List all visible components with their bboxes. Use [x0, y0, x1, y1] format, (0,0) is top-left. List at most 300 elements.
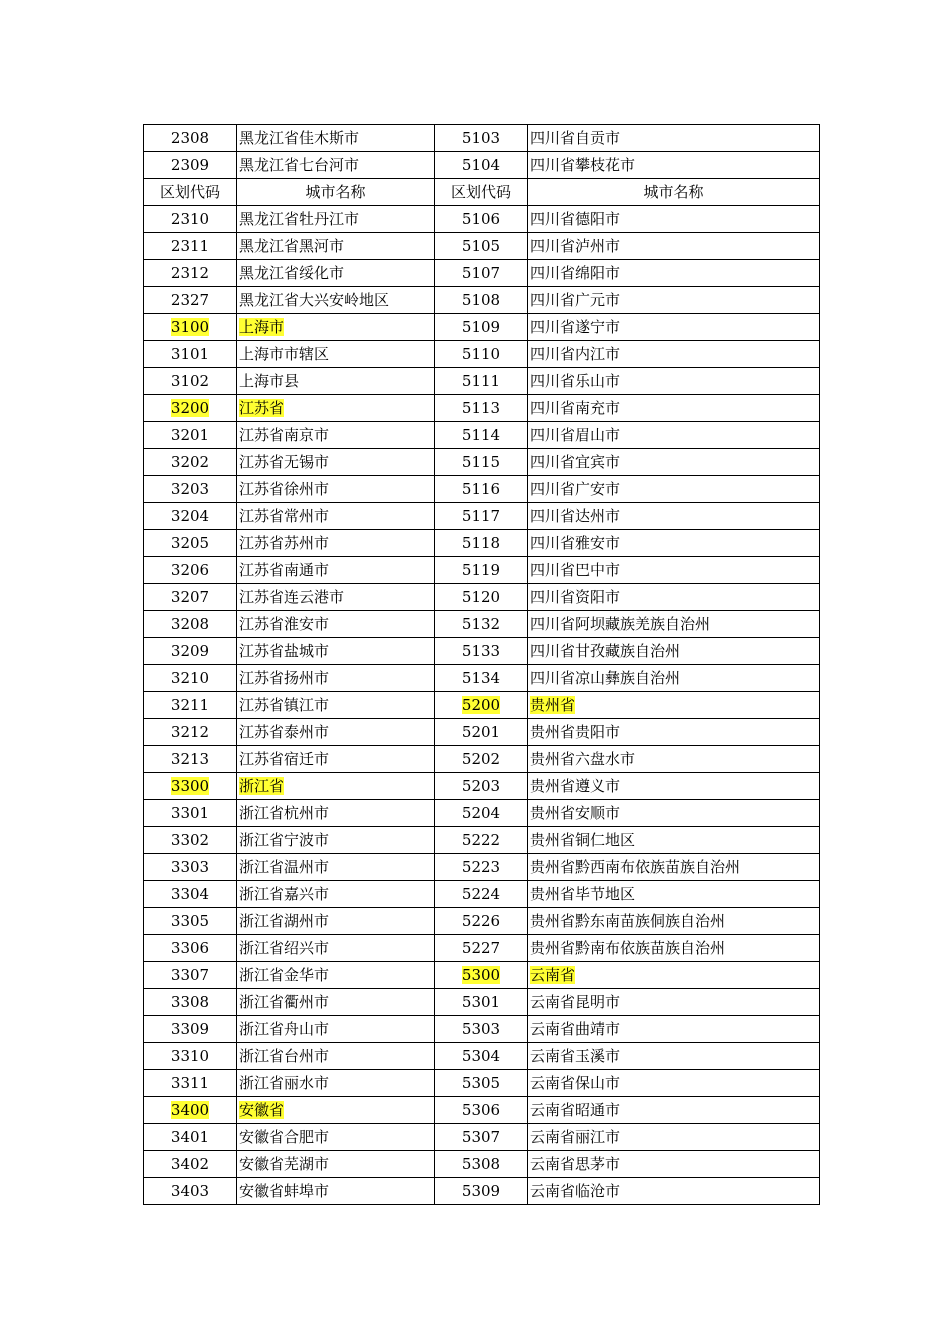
column-header: 区划代码 — [144, 179, 237, 206]
city-name: 贵州省六盘水市 — [530, 750, 636, 768]
region-code: 5110 — [461, 345, 501, 363]
region-code: 5105 — [461, 237, 501, 255]
right-code-cell — [435, 260, 528, 287]
right-name-cell — [528, 1178, 820, 1205]
city-name: 四川省眉山市 — [530, 426, 621, 444]
table-row — [144, 665, 820, 692]
region-code: 3200 — [170, 399, 210, 417]
table-row — [144, 827, 820, 854]
region-code: 5227 — [461, 939, 501, 957]
city-name: 黑龙江省黑河市 — [239, 237, 345, 255]
left-code-cell — [144, 395, 237, 422]
left-code-cell — [144, 368, 237, 395]
left-name-cell — [237, 719, 435, 746]
region-code: 5109 — [461, 318, 501, 336]
table-row — [144, 1016, 820, 1043]
region-code: 2327 — [170, 291, 210, 309]
city-name: 浙江省台州市 — [239, 1047, 330, 1065]
city-name: 安徽省芜湖市 — [239, 1155, 330, 1173]
region-code: 3211 — [170, 696, 210, 714]
region-code: 2309 — [170, 156, 210, 174]
region-code: 5201 — [461, 723, 501, 741]
right-code-cell — [435, 1097, 528, 1124]
left-code-cell — [144, 260, 237, 287]
city-name: 四川省广安市 — [530, 480, 621, 498]
right-code-cell — [435, 1178, 528, 1205]
left-code-cell — [144, 422, 237, 449]
left-code-cell — [144, 233, 237, 260]
city-name: 云南省临沧市 — [530, 1182, 621, 1200]
region-code: 3303 — [170, 858, 210, 876]
left-code-cell — [144, 719, 237, 746]
right-name-cell — [528, 422, 820, 449]
region-code: 5104 — [461, 156, 501, 174]
right-name-cell — [528, 881, 820, 908]
region-code: 3201 — [170, 426, 210, 444]
city-name: 四川省广元市 — [530, 291, 621, 309]
table-row — [144, 314, 820, 341]
left-name-cell — [237, 233, 435, 260]
right-code-cell — [435, 611, 528, 638]
region-code: 5120 — [461, 588, 501, 606]
region-code: 5309 — [461, 1182, 501, 1200]
city-name: 浙江省嘉兴市 — [239, 885, 330, 903]
city-name: 四川省内江市 — [530, 345, 621, 363]
city-name: 浙江省宁波市 — [239, 831, 330, 849]
left-code-cell — [144, 989, 237, 1016]
region-code: 5113 — [461, 399, 501, 417]
city-name: 贵州省黔南布依族苗族自治州 — [530, 939, 726, 957]
left-code-cell — [144, 827, 237, 854]
city-name: 江苏省泰州市 — [239, 723, 330, 741]
right-name-cell — [528, 908, 820, 935]
region-code: 3306 — [170, 939, 210, 957]
right-code-cell — [435, 125, 528, 152]
city-name: 贵州省黔西南布依族苗族自治州 — [530, 858, 741, 876]
table-row — [144, 395, 820, 422]
right-code-cell — [435, 395, 528, 422]
right-code-cell — [435, 773, 528, 800]
right-name-cell — [528, 395, 820, 422]
region-code: 3205 — [170, 534, 210, 552]
region-code: 3101 — [170, 345, 210, 363]
city-name: 四川省南充市 — [530, 399, 621, 417]
right-name-cell — [528, 125, 820, 152]
city-name: 贵州省 — [530, 696, 576, 714]
left-name-cell — [237, 962, 435, 989]
right-name-cell — [528, 800, 820, 827]
region-code: 5107 — [461, 264, 501, 282]
right-code-cell — [435, 854, 528, 881]
right-code-cell — [435, 152, 528, 179]
city-name: 贵州省铜仁地区 — [530, 831, 636, 849]
left-name-cell — [237, 341, 435, 368]
region-code: 3202 — [170, 453, 210, 471]
region-code: 5108 — [461, 291, 501, 309]
city-name: 浙江省衢州市 — [239, 993, 330, 1011]
right-name-cell — [528, 476, 820, 503]
city-name: 云南省思茅市 — [530, 1155, 621, 1173]
right-name-cell — [528, 1097, 820, 1124]
city-name: 贵州省贵阳市 — [530, 723, 621, 741]
city-name: 上海市 — [239, 318, 285, 336]
right-name-cell — [528, 1070, 820, 1097]
region-code: 2311 — [170, 237, 210, 255]
left-name-cell — [237, 1178, 435, 1205]
left-code-cell — [144, 908, 237, 935]
city-name: 四川省宜宾市 — [530, 453, 621, 471]
city-name: 江苏省南通市 — [239, 561, 330, 579]
table-row — [144, 611, 820, 638]
region-code: 5304 — [461, 1047, 501, 1065]
table-row — [144, 908, 820, 935]
right-name-cell — [528, 935, 820, 962]
right-code-cell — [435, 314, 528, 341]
right-code-cell — [435, 989, 528, 1016]
left-code-cell — [144, 1016, 237, 1043]
region-code: 5226 — [461, 912, 501, 930]
region-code: 3212 — [170, 723, 210, 741]
right-name-cell — [528, 962, 820, 989]
city-name: 云南省丽江市 — [530, 1128, 621, 1146]
left-code-cell — [144, 476, 237, 503]
left-name-cell — [237, 881, 435, 908]
right-code-cell — [435, 908, 528, 935]
city-name: 江苏省镇江市 — [239, 696, 330, 714]
region-code: 5134 — [461, 669, 501, 687]
region-code: 3208 — [170, 615, 210, 633]
left-code-cell — [144, 665, 237, 692]
right-code-cell — [435, 719, 528, 746]
left-name-cell — [237, 1097, 435, 1124]
left-code-cell — [144, 530, 237, 557]
region-code: 5114 — [461, 426, 501, 444]
region-code: 5133 — [461, 642, 501, 660]
region-code: 3307 — [170, 966, 210, 984]
region-code: 5204 — [461, 804, 501, 822]
region-code: 2310 — [170, 210, 210, 228]
right-name-cell — [528, 773, 820, 800]
right-code-cell — [435, 962, 528, 989]
right-code-cell — [435, 584, 528, 611]
city-name: 贵州省安顺市 — [530, 804, 621, 822]
city-name: 江苏省南京市 — [239, 426, 330, 444]
region-code: 5306 — [461, 1101, 501, 1119]
city-name: 云南省保山市 — [530, 1074, 621, 1092]
region-code: 3206 — [170, 561, 210, 579]
table-row — [144, 287, 820, 314]
region-code: 3102 — [170, 372, 210, 390]
right-name-cell — [528, 719, 820, 746]
right-name-cell — [528, 557, 820, 584]
left-code-cell — [144, 881, 237, 908]
right-code-cell — [435, 1016, 528, 1043]
table-row — [144, 854, 820, 881]
left-code-cell — [144, 962, 237, 989]
city-name: 四川省凉山彝族自治州 — [530, 669, 681, 687]
left-code-cell — [144, 287, 237, 314]
right-name-cell — [528, 503, 820, 530]
right-code-cell — [435, 1043, 528, 1070]
right-name-cell — [528, 449, 820, 476]
region-code: 3204 — [170, 507, 210, 525]
left-name-cell — [237, 692, 435, 719]
right-code-cell — [435, 935, 528, 962]
region-code: 3305 — [170, 912, 210, 930]
left-name-cell — [237, 611, 435, 638]
left-code-cell — [144, 152, 237, 179]
right-name-cell — [528, 665, 820, 692]
left-code-cell — [144, 503, 237, 530]
table-row — [144, 989, 820, 1016]
table-row — [144, 557, 820, 584]
table-row — [144, 962, 820, 989]
table-row — [144, 503, 820, 530]
table-row — [144, 584, 820, 611]
region-code: 5203 — [461, 777, 501, 795]
table-row — [144, 449, 820, 476]
city-name: 江苏省扬州市 — [239, 669, 330, 687]
table-row — [144, 368, 820, 395]
left-code-cell — [144, 773, 237, 800]
right-name-cell — [528, 368, 820, 395]
right-name-cell — [528, 611, 820, 638]
left-code-cell — [144, 1097, 237, 1124]
table-row — [144, 1097, 820, 1124]
table-row — [144, 638, 820, 665]
table-row — [144, 260, 820, 287]
left-code-cell — [144, 1178, 237, 1205]
city-name: 云南省昆明市 — [530, 993, 621, 1011]
left-name-cell — [237, 368, 435, 395]
region-code: 5301 — [461, 993, 501, 1011]
right-code-cell — [435, 206, 528, 233]
city-name: 四川省泸州市 — [530, 237, 621, 255]
right-code-cell — [435, 287, 528, 314]
city-name: 云南省 — [530, 966, 576, 984]
region-code: 3301 — [170, 804, 210, 822]
city-name: 浙江省丽水市 — [239, 1074, 330, 1092]
city-name: 江苏省连云港市 — [239, 588, 345, 606]
left-name-cell — [237, 125, 435, 152]
region-code: 3209 — [170, 642, 210, 660]
city-name: 云南省昭通市 — [530, 1101, 621, 1119]
table-row — [144, 1151, 820, 1178]
right-name-cell — [528, 1043, 820, 1070]
city-name: 四川省资阳市 — [530, 588, 621, 606]
right-code-cell — [435, 449, 528, 476]
left-name-cell — [237, 1043, 435, 1070]
left-code-cell — [144, 935, 237, 962]
left-code-cell — [144, 746, 237, 773]
city-name: 云南省曲靖市 — [530, 1020, 621, 1038]
region-code: 5224 — [461, 885, 501, 903]
region-code: 5117 — [461, 507, 501, 525]
left-code-cell — [144, 854, 237, 881]
left-name-cell — [237, 395, 435, 422]
right-name-cell — [528, 1016, 820, 1043]
region-code: 5223 — [461, 858, 501, 876]
city-name: 黑龙江省大兴安岭地区 — [239, 291, 390, 309]
right-code-cell — [435, 692, 528, 719]
left-name-cell — [237, 773, 435, 800]
region-code: 5116 — [461, 480, 501, 498]
right-name-cell — [528, 152, 820, 179]
right-code-cell — [435, 800, 528, 827]
right-code-cell — [435, 476, 528, 503]
city-name: 安徽省蚌埠市 — [239, 1182, 330, 1200]
right-name-cell — [528, 989, 820, 1016]
right-name-cell — [528, 530, 820, 557]
right-name-cell — [528, 314, 820, 341]
region-code: 5103 — [461, 129, 501, 147]
right-name-cell — [528, 1124, 820, 1151]
region-code: 5119 — [461, 561, 501, 579]
right-name-cell — [528, 206, 820, 233]
right-code-cell — [435, 233, 528, 260]
city-name: 四川省阿坝藏族羌族自治州 — [530, 615, 711, 633]
city-name: 江苏省淮安市 — [239, 615, 330, 633]
city-name: 贵州省遵义市 — [530, 777, 621, 795]
region-code: 5111 — [461, 372, 501, 390]
table-row — [144, 1043, 820, 1070]
city-name: 安徽省合肥市 — [239, 1128, 330, 1146]
left-name-cell — [237, 314, 435, 341]
city-name: 四川省遂宁市 — [530, 318, 621, 336]
city-name: 江苏省宿迁市 — [239, 750, 330, 768]
region-code: 5300 — [461, 966, 501, 984]
left-name-cell — [237, 422, 435, 449]
right-name-cell — [528, 827, 820, 854]
city-name: 浙江省杭州市 — [239, 804, 330, 822]
city-name: 四川省达州市 — [530, 507, 621, 525]
city-name: 江苏省盐城市 — [239, 642, 330, 660]
city-name: 四川省自贡市 — [530, 129, 621, 147]
table-row — [144, 800, 820, 827]
city-name: 黑龙江省七台河市 — [239, 156, 360, 174]
table-row — [144, 530, 820, 557]
region-code: 5222 — [461, 831, 501, 849]
region-code: 3309 — [170, 1020, 210, 1038]
right-code-cell — [435, 422, 528, 449]
left-name-cell — [237, 638, 435, 665]
right-code-cell — [435, 530, 528, 557]
left-name-cell — [237, 152, 435, 179]
city-name: 江苏省苏州市 — [239, 534, 330, 552]
table-row — [144, 1124, 820, 1151]
city-name: 浙江省绍兴市 — [239, 939, 330, 957]
table-row — [144, 341, 820, 368]
city-name: 四川省甘孜藏族自治州 — [530, 642, 681, 660]
right-code-cell — [435, 827, 528, 854]
right-name-cell — [528, 854, 820, 881]
region-code: 3402 — [170, 1155, 210, 1173]
right-code-cell — [435, 1151, 528, 1178]
table-row — [144, 746, 820, 773]
table-header-row — [144, 179, 820, 206]
left-code-cell — [144, 584, 237, 611]
right-code-cell — [435, 665, 528, 692]
right-name-cell — [528, 1151, 820, 1178]
right-name-cell — [528, 584, 820, 611]
left-name-cell — [237, 260, 435, 287]
region-code: 5308 — [461, 1155, 501, 1173]
region-code: 3203 — [170, 480, 210, 498]
left-name-cell — [237, 989, 435, 1016]
left-code-cell — [144, 1043, 237, 1070]
left-name-cell — [237, 1016, 435, 1043]
right-code-cell — [435, 746, 528, 773]
region-code: 5115 — [461, 453, 501, 471]
table-body — [144, 125, 820, 1205]
table-row — [144, 206, 820, 233]
table-row — [144, 476, 820, 503]
left-name-cell — [237, 827, 435, 854]
table-row — [144, 935, 820, 962]
right-code-cell — [435, 638, 528, 665]
region-code: 3310 — [170, 1047, 210, 1065]
left-code-cell — [144, 557, 237, 584]
left-name-cell — [237, 1070, 435, 1097]
left-name-cell — [237, 530, 435, 557]
right-name-cell — [528, 638, 820, 665]
city-name: 浙江省 — [239, 777, 285, 795]
city-name: 江苏省常州市 — [239, 507, 330, 525]
right-name-cell — [528, 692, 820, 719]
city-name: 江苏省无锡市 — [239, 453, 330, 471]
region-code: 3403 — [170, 1182, 210, 1200]
column-header: 城市名称 — [237, 179, 435, 206]
right-name-cell — [528, 746, 820, 773]
city-name: 黑龙江省绥化市 — [239, 264, 345, 282]
left-code-cell — [144, 125, 237, 152]
city-name: 上海市市辖区 — [239, 345, 330, 363]
city-name: 贵州省黔东南苗族侗族自治州 — [530, 912, 726, 930]
table-row — [144, 1178, 820, 1205]
right-name-cell — [528, 233, 820, 260]
region-code: 5118 — [461, 534, 501, 552]
left-name-cell — [237, 800, 435, 827]
left-name-cell — [237, 665, 435, 692]
city-name: 贵州省毕节地区 — [530, 885, 636, 903]
left-name-cell — [237, 746, 435, 773]
right-code-cell — [435, 1124, 528, 1151]
city-name: 浙江省温州市 — [239, 858, 330, 876]
right-name-cell — [528, 287, 820, 314]
table-row — [144, 233, 820, 260]
left-name-cell — [237, 449, 435, 476]
city-name: 四川省德阳市 — [530, 210, 621, 228]
left-name-cell — [237, 287, 435, 314]
city-name: 四川省绵阳市 — [530, 264, 621, 282]
right-name-cell — [528, 341, 820, 368]
left-code-cell — [144, 692, 237, 719]
table-row — [144, 773, 820, 800]
region-code: 3308 — [170, 993, 210, 1011]
region-code: 5202 — [461, 750, 501, 768]
left-code-cell — [144, 1151, 237, 1178]
table-row — [144, 881, 820, 908]
left-name-cell — [237, 557, 435, 584]
region-code: 3302 — [170, 831, 210, 849]
city-name: 四川省乐山市 — [530, 372, 621, 390]
region-code: 3213 — [170, 750, 210, 768]
left-name-cell — [237, 206, 435, 233]
left-name-cell — [237, 584, 435, 611]
region-code: 3300 — [170, 777, 210, 795]
city-name: 江苏省徐州市 — [239, 480, 330, 498]
region-code: 5303 — [461, 1020, 501, 1038]
